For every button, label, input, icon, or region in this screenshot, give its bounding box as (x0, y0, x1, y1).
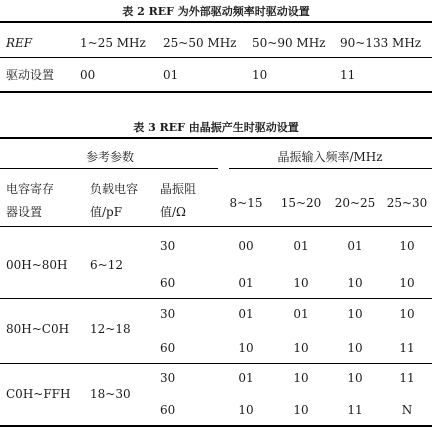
table2-header-ref: REF (6, 36, 33, 50)
table3-group-left-underline (0, 168, 218, 169)
table3-bottom-rule (0, 425, 432, 427)
table3-row-reg: 00H~80H (6, 258, 68, 272)
table3-row-res: 30 (160, 371, 176, 385)
table3-cell: 11 (399, 371, 415, 385)
table3-group-right-header: 晶振输入频率/MHz (277, 150, 383, 164)
table3-cell: 10 (293, 341, 309, 355)
table3-header-load-line2: 值/pF (90, 205, 123, 219)
table2-top-rule (0, 21, 432, 23)
table3-header-load-line1: 负载电容 (90, 182, 139, 196)
table3-cell: 11 (347, 403, 363, 417)
table3-cell: 01 (238, 307, 254, 321)
table3-cell: 01 (238, 276, 254, 290)
table2-header-range-1: 1~25 MHz (80, 36, 146, 50)
table3-cell: 10 (238, 341, 254, 355)
table3-row-reg: C0H~FFH (6, 387, 71, 401)
table3-cell: 10 (347, 307, 363, 321)
table2-bottom-rule (0, 91, 432, 93)
table3-header-reg-line2: 器设置 (6, 205, 43, 219)
table3-cell: 01 (347, 239, 363, 253)
table2-header-range-2: 25~50 MHz (163, 36, 237, 50)
table3-top-rule (0, 137, 432, 139)
table3-row-res: 60 (160, 341, 176, 355)
table3-cell: 01 (293, 239, 309, 253)
table3-header-freq-2: 15~20 (280, 196, 322, 210)
table2-row-value-4: 11 (340, 68, 356, 82)
table2-row-value-1: 00 (80, 68, 96, 82)
table3-header-res-line2: 值/Ω (160, 205, 186, 219)
table3-cell: 10 (399, 239, 415, 253)
table3-header-reg-line1: 电容寄存 (6, 182, 55, 196)
table3-row-res: 60 (160, 403, 176, 417)
table3-header-freq-4: 25~30 (386, 196, 428, 210)
table2-caption: 表 2 REF 为外部驱动频率时驱动设置 (122, 5, 310, 18)
table2-mid-rule (0, 57, 432, 58)
table3-cell: 10 (399, 276, 415, 290)
table3-cell: 11 (399, 341, 415, 355)
table3-group-rule (0, 298, 432, 299)
table2-row-value-3: 10 (252, 68, 268, 82)
table3-cell: 10 (238, 403, 254, 417)
table3-cell: 00 (238, 239, 254, 253)
table3-row-res: 30 (160, 307, 176, 321)
table3-row-load: 18~30 (90, 387, 131, 401)
table3-cell: N (401, 403, 413, 417)
table3-cell: 10 (293, 403, 309, 417)
table2-row-label: 驱动设置 (6, 68, 55, 82)
table3-cell: 10 (347, 341, 363, 355)
table3-cell: 01 (293, 307, 309, 321)
table3-cell: 10 (347, 276, 363, 290)
table3-header-freq-1: 8~15 (229, 196, 263, 210)
table3-row-res: 60 (160, 276, 176, 290)
table3-row-load: 12~18 (90, 322, 131, 336)
table3-header-freq-3: 20~25 (334, 196, 376, 210)
table3-cell: 10 (293, 276, 309, 290)
table3-group-left-header: 参考参数 (85, 150, 134, 164)
table3-group-right-underline (229, 168, 432, 169)
table3-cell: 10 (399, 307, 415, 321)
table3-header-res-line1: 晶振阻 (160, 182, 197, 196)
table3-caption: 表 3 REF 由晶振产生时驱动设置 (133, 121, 299, 134)
table3-group-rule (0, 363, 432, 364)
table2-header-range-4: 90~133 MHz (340, 36, 422, 50)
table2-header-range-3: 50~90 MHz (252, 36, 326, 50)
table3-cell: 10 (347, 371, 363, 385)
table3-header-rule (0, 226, 432, 227)
table3-cell: 10 (293, 371, 309, 385)
table3-row-res: 30 (160, 239, 176, 253)
table3-row-reg: 80H~C0H (6, 322, 70, 336)
table3-row-load: 6~12 (90, 258, 123, 272)
table3-cell: 01 (238, 371, 254, 385)
table2-row-value-2: 01 (163, 68, 179, 82)
